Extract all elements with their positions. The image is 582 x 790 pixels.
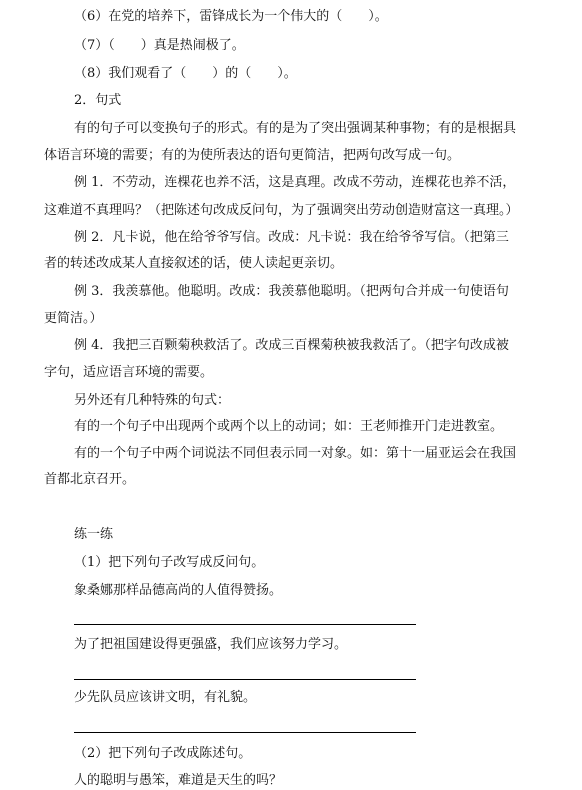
answer-line[interactable] bbox=[74, 624, 416, 625]
example-3: 例 3．我羡慕他。他聪明。改成：我羡慕他聪明。（把两句合并成一句使语句 bbox=[74, 284, 509, 299]
body-text: 有的一个句子中出现两个或两个以上的动词；如：王老师推开门走进教室。 bbox=[74, 419, 504, 434]
fill-item-8: （8）我们观看了（ ）的（ ）。 bbox=[74, 66, 297, 81]
practice-heading: 练一练 bbox=[74, 527, 114, 542]
exercise-sentence: 少先队员应该讲文明，有礼貌。 bbox=[74, 690, 257, 705]
exercise-2-instruction: （2）把下列句子改成陈述句。 bbox=[74, 746, 252, 761]
exercise-sentence: 人的聪明与愚笨，难道是天生的吗？ bbox=[74, 773, 283, 788]
example-1: 例 1．不劳动，连棵花也养不活，这是真理。改成不劳动，连棵花也养不活， bbox=[74, 175, 516, 190]
fill-item-6: （6）在党的培养下，雷锋成长为一个伟大的（ ）。 bbox=[74, 9, 388, 24]
body-text: 体语言环境的需要；有的为使所表达的语句更简洁，把两句改写成一句。 bbox=[44, 148, 461, 163]
body-text: 有的句子可以变换句子的形式。有的是为了突出强调某种事物；有的是根据具 bbox=[74, 121, 517, 136]
example-4-cont: 字句，适应语言环境的需要。 bbox=[44, 365, 214, 380]
example-1-cont: 这难道不真理吗？（把陈述句改成反问句，为了强调突出劳动创造财富这一真理。） bbox=[44, 203, 519, 218]
example-2: 例 2．凡卡说，他在给爷爷写信。改成：凡卡说：我在给爷爷写信。（把第三 bbox=[74, 230, 509, 245]
section-heading: 2．句式 bbox=[74, 93, 122, 108]
example-3-cont: 更简洁。） bbox=[44, 311, 103, 326]
body-text: 有的一个句子中两个词说法不同但表示同一对象。如：第十一届亚运会在我国 bbox=[74, 446, 517, 461]
answer-line[interactable] bbox=[74, 679, 416, 680]
example-2-cont: 者的转述改成某人直接叙述的话，使人读起更亲切。 bbox=[44, 256, 344, 271]
fill-item-7: （7）（ ）真是热闹极了。 bbox=[74, 38, 245, 53]
exercise-sentence: 为了把祖国建设得更强盛，我们应该努力学习。 bbox=[74, 637, 348, 652]
exercise-1-instruction: （1）把下列句子改写成反问句。 bbox=[74, 555, 265, 570]
exercise-sentence: 象桑娜那样品德高尚的人值得赞扬。 bbox=[74, 583, 283, 598]
body-text: 首都北京召开。 bbox=[44, 472, 136, 487]
example-4: 例 4．我把三百颗菊秧救活了。改成三百棵菊秧被我救活了。（把字句改成被 bbox=[74, 338, 509, 353]
body-text: 另外还有几种特殊的句式： bbox=[74, 393, 231, 408]
answer-line[interactable] bbox=[74, 732, 416, 733]
